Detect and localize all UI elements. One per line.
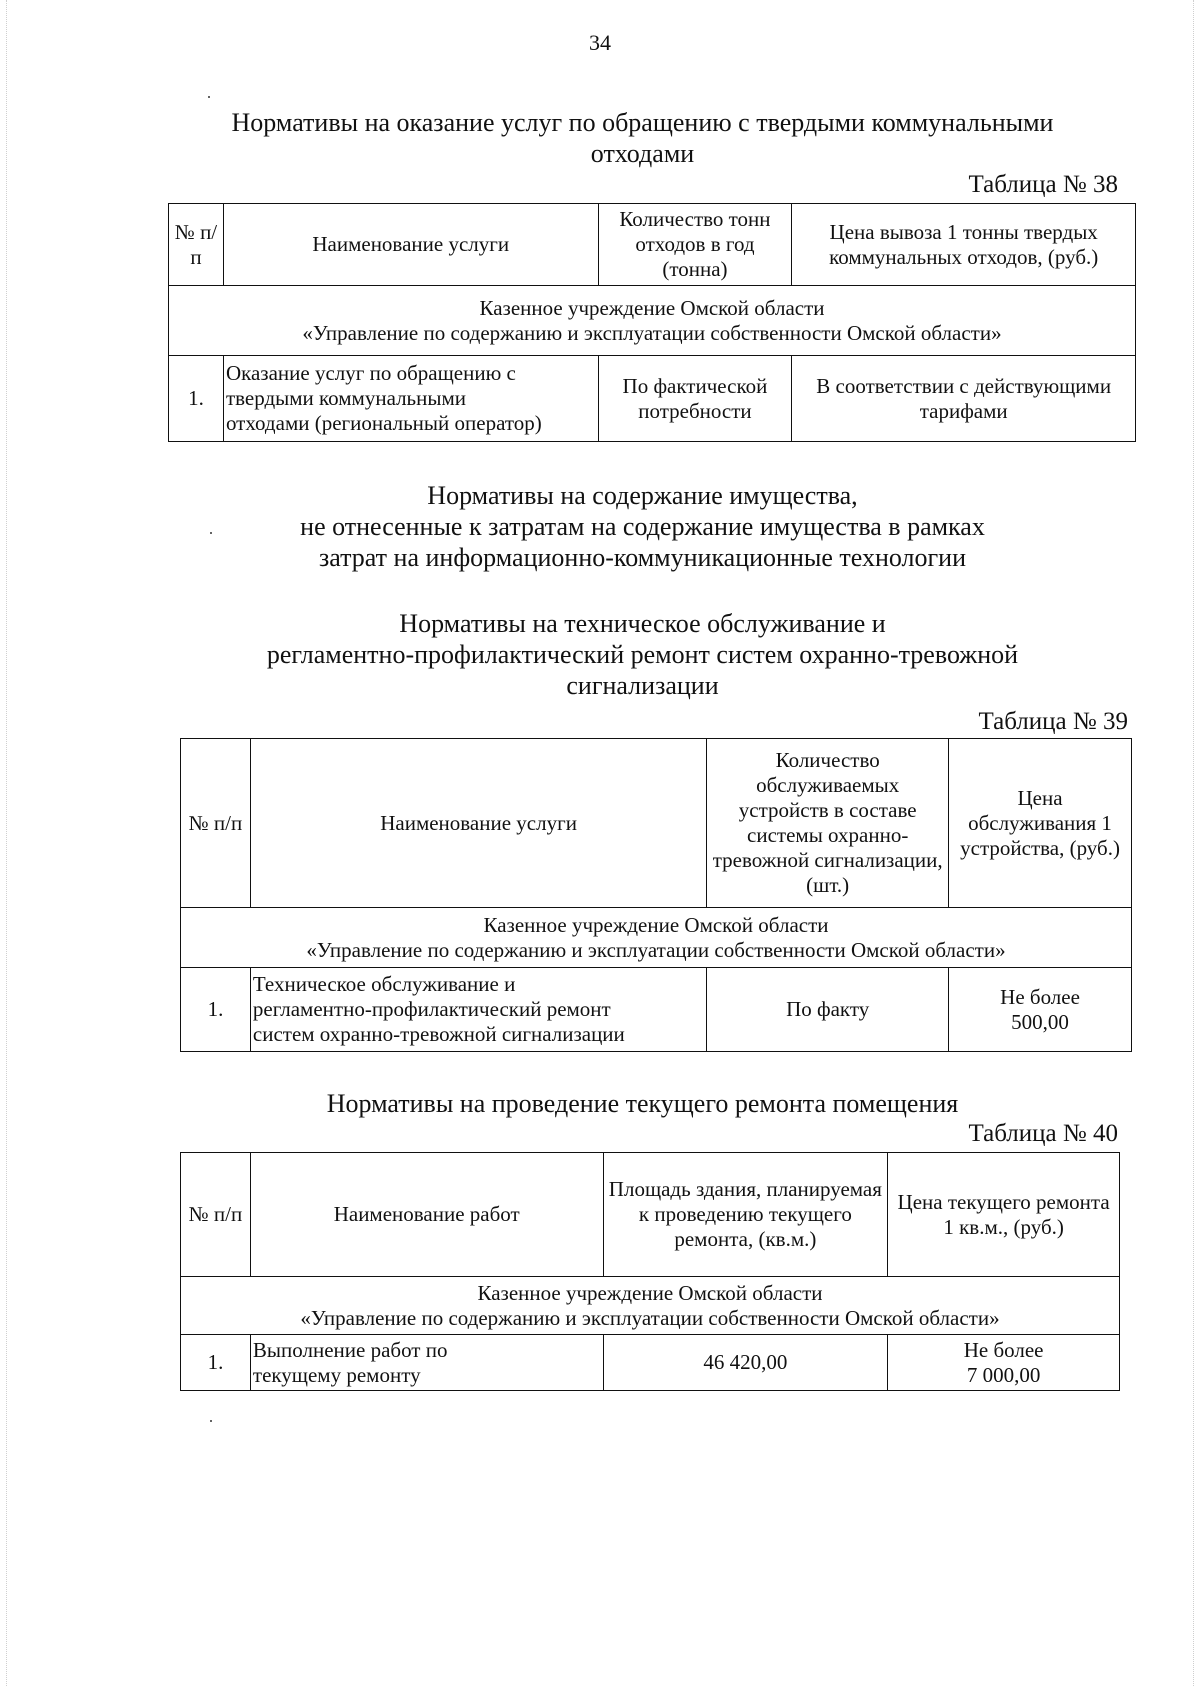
- header-name: Наименование услуги: [250, 739, 706, 908]
- table-row: [181, 1335, 1120, 1391]
- row-num: 1.: [169, 356, 224, 442]
- heading-line: Нормативы на проведение текущего ремонта помещения: [326, 1089, 959, 1118]
- text-line: Техническое обслуживание и: [252, 972, 516, 996]
- header-qty: Количество обслуживаемых устройств в составе системы охранно-тревожной сигнализации, (шт.): [707, 739, 949, 908]
- table-row: [181, 968, 1132, 1052]
- header-qty: Площадь здания, планируемая к проведению текущего ремонта, (кв.м.): [603, 1153, 888, 1277]
- header-name: Наименование работ: [250, 1153, 603, 1277]
- org-line: «Управление по содержанию и эксплуатации собственности Омской области»: [306, 937, 1006, 962]
- text-line: Выполнение работ по: [252, 1337, 448, 1362]
- heading-line: сигнализации: [566, 671, 719, 700]
- text-line: Не более: [963, 1337, 1044, 1362]
- table-label-40: Таблица № 40: [968, 1120, 1118, 1147]
- text-line: твердыми коммунальными: [225, 386, 467, 410]
- heading-line: Нормативы на техническое обслуживание и: [399, 609, 886, 638]
- org-cell: [181, 1277, 1120, 1335]
- heading-line: Нормативы на содержание имущества,: [427, 481, 858, 510]
- row-qty: [603, 1335, 888, 1391]
- org-line: Казенное учреждение Омской области: [483, 912, 829, 937]
- section2-heading: [160, 480, 1125, 573]
- table-row: [169, 356, 1136, 442]
- row-price: [949, 968, 1132, 1052]
- org-cell: [181, 908, 1132, 968]
- table-header-row: [181, 739, 1132, 908]
- org-row: [181, 1277, 1120, 1335]
- table-label-39: Таблица № 39: [978, 708, 1128, 735]
- heading-line: регламентно-профилактический ремонт систем охранно-тревожной: [266, 640, 1019, 669]
- text-line: По факту: [786, 997, 870, 1021]
- scan-speck: [210, 532, 212, 534]
- text-line: отходами (региональный оператор): [225, 411, 542, 435]
- org-cell: [169, 286, 1136, 356]
- scan-edge-left: [6, 0, 8, 1686]
- text-line: тарифами: [919, 398, 1008, 423]
- text-line: потребности: [638, 398, 752, 423]
- org-row: [169, 286, 1136, 356]
- text-line: 46 420,00: [703, 1350, 788, 1374]
- text-line: систем охранно-тревожной сигнализации: [252, 1022, 625, 1046]
- table-label-38: Таблица № 38: [968, 171, 1118, 198]
- header-price: Цена вывоза 1 тонны твердых коммунальных отходов, (руб.): [792, 204, 1136, 286]
- header-name: Наименование услуги: [223, 204, 598, 286]
- header-num: № п/п: [181, 739, 251, 908]
- text-line: В соответствии с действующими: [816, 373, 1112, 398]
- org-line: Казенное учреждение Омской области: [477, 1280, 823, 1305]
- header-num: № п/п: [169, 204, 224, 286]
- row-name: [250, 1335, 603, 1391]
- row-num: 1.: [181, 1335, 251, 1391]
- text-line: По фактической: [622, 373, 768, 398]
- table-40: [180, 1152, 1120, 1391]
- row-name: [223, 356, 598, 442]
- heading-line: не отнесенные к затратам на содержание имущества в рамках: [300, 512, 985, 541]
- page-number: 34: [589, 30, 611, 55]
- text-line: 500,00: [1011, 1009, 1069, 1034]
- section1-heading: [160, 107, 1125, 169]
- header-num: № п/п: [181, 1153, 251, 1277]
- row-num: 1.: [181, 968, 251, 1052]
- row-name: [250, 968, 706, 1052]
- scan-edge-right: [1193, 0, 1195, 1686]
- heading-line: затрат на информационно-коммуникационные технологии: [318, 543, 966, 572]
- row-qty: [707, 968, 949, 1052]
- text-line: 7 000,00: [966, 1362, 1041, 1387]
- text-line: регламентно-профилактический ремонт: [252, 997, 611, 1021]
- heading-line: отходами: [590, 139, 695, 168]
- scan-speck: [208, 96, 210, 98]
- text-line: текущему ремонту: [252, 1362, 421, 1387]
- org-line: «Управление по содержанию и эксплуатации собственности Омской области»: [302, 320, 1002, 345]
- row-price: [888, 1335, 1120, 1391]
- header-qty: Количество тонн отходов в год (тонна): [598, 204, 792, 286]
- scan-speck: [210, 1420, 212, 1422]
- section4-heading: [160, 1088, 1125, 1119]
- text-line: Не более: [1000, 984, 1080, 1009]
- org-line: Казенное учреждение Омской области: [479, 295, 825, 320]
- heading-line: Нормативы на оказание услуг по обращению с твердыми коммунальными: [231, 108, 1054, 137]
- row-price: [792, 356, 1136, 442]
- text-line: Оказание услуг по обращению с: [225, 361, 516, 385]
- table-38: [168, 203, 1136, 442]
- org-line: «Управление по содержанию и эксплуатации собственности Омской области»: [300, 1305, 1000, 1330]
- table-39: [180, 738, 1132, 1052]
- table-header-row: [169, 204, 1136, 286]
- header-price: Цена обслуживания 1 устройства, (руб.): [949, 739, 1132, 908]
- section3-heading: [160, 608, 1125, 701]
- org-row: [181, 908, 1132, 968]
- header-price: Цена текущего ремонта 1 кв.м., (руб.): [888, 1153, 1120, 1277]
- row-qty: [598, 356, 792, 442]
- table-header-row: [181, 1153, 1120, 1277]
